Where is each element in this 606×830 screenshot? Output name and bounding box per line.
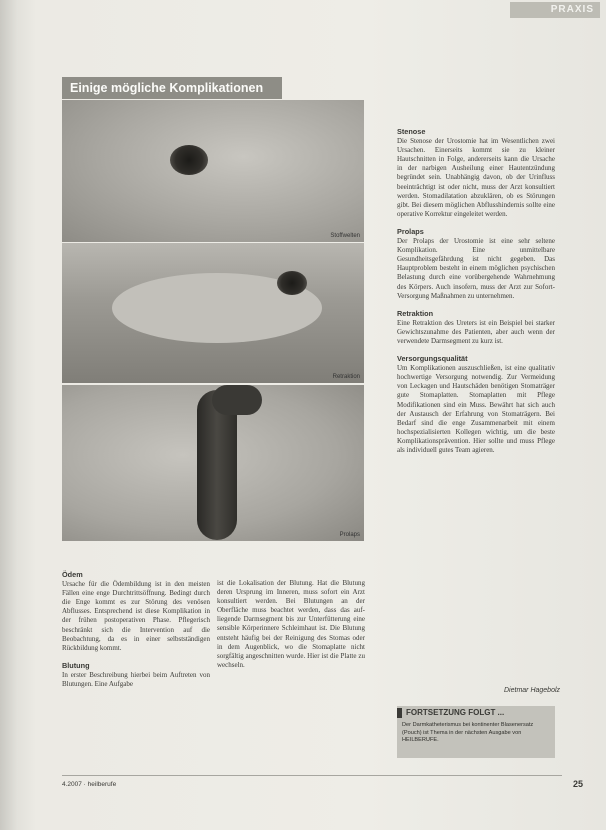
- photo-stoma-1: [62, 100, 364, 242]
- right-column: [397, 127, 555, 463]
- section-body: Die Stenose der Urostomie hat im Wesentlichen zwei Ursachen. Einerseits kommt sie zu kleiner Hautschnitten in Folge, andererseits kann die Ursache in der narbigen Ausheilung einer Hautentzündung begründet sein. Unabhängig davon, ob der Urinfluss beeinträchtigt ist oder nicht, muss der Arzt konsultiert werden. Stomadilatation abzuklären, ob es Störungen gibt. Bei diesem möglichen Abflusshindernis sollte eine operative Korrektur eingeleitet werden.: [397, 137, 555, 218]
- section-heading: Stenose: [397, 127, 426, 136]
- continuation-body: Der Darmkatheterismus bei kontinenter Blasenersatz (Pouch) ist Thema in der nächsten Ausgabe von HEILBERUFE.: [402, 722, 534, 744]
- page-gutter-shadow: [0, 0, 18, 830]
- section-header: PRAXIS: [510, 2, 600, 18]
- continuation-label: FORTSETZUNG FOLGT ...: [406, 708, 505, 717]
- photo-stoma-2: [62, 243, 364, 383]
- continuation-marker-icon: [397, 708, 402, 718]
- left-column-1: [62, 570, 210, 697]
- section-heading: Retraktion: [397, 308, 434, 318]
- left-column-2: [217, 579, 365, 678]
- footer-rule: [62, 775, 562, 776]
- section-body: In erster Beschreibung hierbei beim Auftreten von Blutungen. Eine Aufgabe: [62, 670, 210, 689]
- photo-caption: Prolaps: [339, 532, 360, 538]
- section-heading: Blutung: [62, 660, 90, 670]
- continuation-heading: [397, 706, 555, 719]
- footer-issue: 4.2007 · heilberufe: [62, 781, 117, 788]
- article-title: Einige mögliche Komplikationen: [62, 77, 282, 99]
- photo-caption: Stoffwelten: [330, 233, 360, 239]
- section-body: ist die Lokalisation der Blutung. Hat die Blutung deren Ursprung im Inneren, muss sofort ein Arzt konsultiert werden. Bei Blutungen an der Oberfläche muss beachtet werden, dass das auf-liegende Darmsegment bis zur Unterfütterung eine sensible Körperinnere Schleimhaut ist. Die Blutung entsteht häufig bei der Reinigung des Stomas oder in dem Augenblick, wo die Stomaplatte nicht sorgfältig angeschnitten wurde. Hier ist die Platte zu wechseln.: [217, 579, 365, 669]
- author-signature: Dietmar Hagebolz: [504, 687, 561, 694]
- photo-stoma-3: [62, 385, 364, 541]
- section-body: Eine Retraktion des Ureters ist ein Beispiel bei starker Gewichtszunahme des Patienten, aber auch wenn der verwendete Darmsegment zu kurz ist.: [397, 318, 555, 345]
- section-heading: Prolaps: [397, 226, 424, 236]
- section-body: Um Komplikationen auszuschließen, ist eine qualitativ hochwertige Versorgung notwendig. Zur Vermeidung von Leckagen und Hautschäden benötigen Stomaträger gute Stomaplatten. Stomaplatten mit Pflege Modifikationen sind ein Muss. Bewährt hat sich auch der Austausch der Erfahrung von Stomaträgern. Bei Bedarf sind die enge Zusammenarbeit mit einem hochspezialisierten Kollegen wichtig, um die beste Komplikationsprävention. Hier sollte und muss Pflege als individuell gutes Team agieren.: [397, 364, 555, 454]
- section-body: Ursache für die Ödembildung ist in den meisten Fällen eine enge Durchtrittsöffnung. Bedingt durch die Enge kommt es zur Störung des venösen Abflusses. Entsprechend ist diese Komplikation in der frühen postoperativen Phase. Pflegerisch beschränkt sich die Intervention auf die Beobachtung, da es in einer selbstständigen Rückbildung kommt.: [62, 580, 210, 652]
- photo-caption: Retraktion: [332, 374, 360, 380]
- section-heading: Ödem: [62, 570, 83, 579]
- section-heading: Versorgungsqualität: [397, 354, 468, 364]
- page-number: 25: [573, 779, 584, 789]
- section-body: Der Prolaps der Urostomie ist eine sehr seltene Komplikation. Eine unmittelbare Gesundheitsgefährdung ist nicht gegeben. Das Hauptproblem besteht in einem möglichen psychischen Belastung durch eine vorübergehende Wahrnehmung des Körpers. Auch insofern, muss der Arzt zur Sofort-Versorgung Maßnahmen zu unternehmen.: [397, 237, 555, 300]
